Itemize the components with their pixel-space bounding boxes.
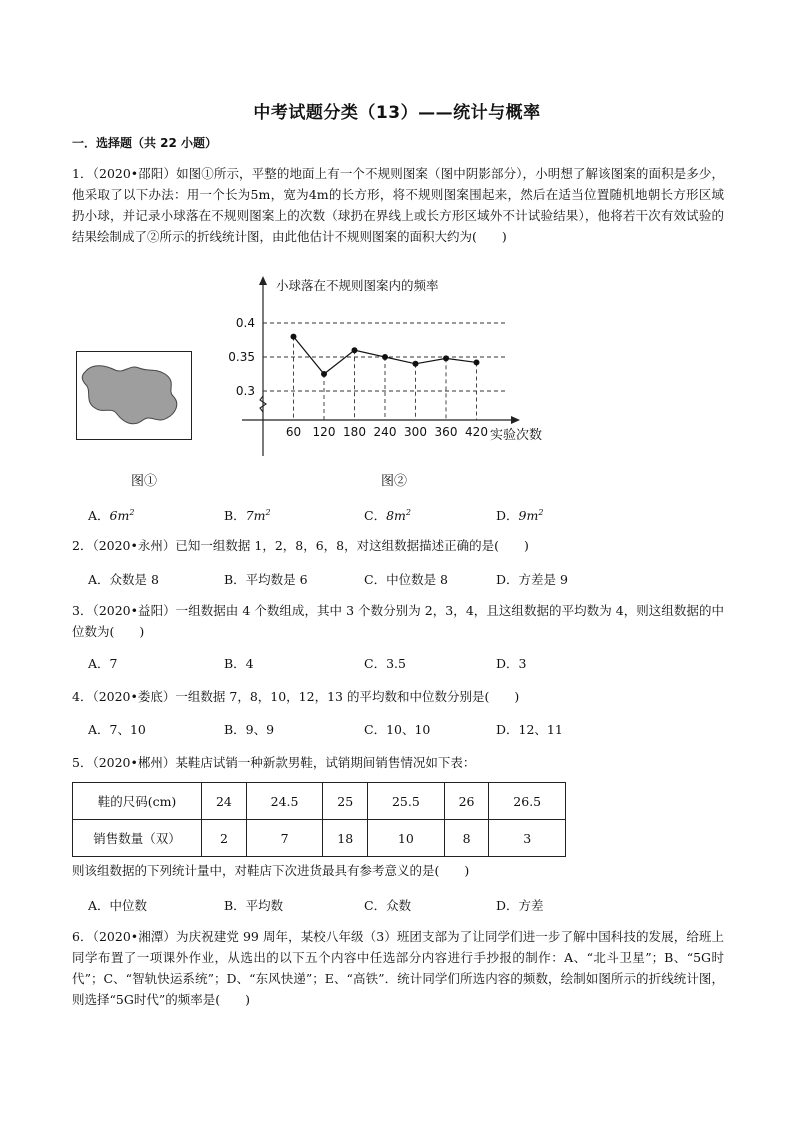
question-2-options [88,570,708,590]
q3-option-a[interactable]: A．7 [88,656,118,671]
q2-option-b[interactable]: B．平均数是 6 [224,572,308,587]
q4-option-a[interactable]: A．7、10 [88,722,146,737]
q4-option-c[interactable]: C．10、10 [364,722,431,737]
q2-option-a[interactable]: A．众数是 8 [88,572,159,587]
question-6-text: 6．（2020•湘潭）为庆祝建党 99 周年，某校八年级（3）班团支部为了让同学们进一步了解中国科技的发展，给班上同学布置了一项课外作业，从选出的以下五个内容中任选部分内容进行手抄报的制作：A、“北斗卫星”；B、“5G时代”；C、“智轨快运系统”；D、“东风快递”；E、“高铁”．统计同学们所选内容的频数，绘制如图所示的折线统计图，则选择“5G时代”的频率是( ) [72,929,724,1007]
figure-1-caption: 图① [131,474,158,489]
data-point [291,334,297,340]
frequency-line-chart [228,268,558,463]
x-tick-label: 120 [312,425,336,439]
table-cell: 25 [323,783,368,820]
question-3-text: 3．（2020•益阳）一组数据由 4 个数组成，其中 3 个数分别为 2，3，4，且这组数据的平均数为 4，则这组数据的中位数为( ) [72,603,724,639]
question-5-after-text: 则该组数据的下列统计量中，对鞋店下次进货最具有参考意义的是( ) [72,863,470,878]
shoe-sales-table [72,782,566,857]
table-cell: 18 [323,820,368,857]
data-point [443,355,449,361]
x-tick-label: 300 [404,425,427,439]
x-tick-label: 240 [373,425,397,439]
q4-option-b[interactable]: B．9、9 [224,722,275,737]
y-tick-label: 0.3 [235,384,255,398]
figure-1-irregular-shape [76,351,192,440]
q3-option-b[interactable]: B．4 [224,656,254,671]
chart-title: 小球落在不规则图案内的频率 [276,278,439,293]
q2-option-d[interactable]: D．方差是 9 [496,572,568,587]
question-1-options [88,506,708,526]
question-1-text: 1．（2020•邵阳）如图①所示，平整的地面上有一个不规则图案（图中阴影部分），小明想了解该图案的面积是多少，他采取了以下办法：用一个长为5m，宽为4m的长方形，将不规则图案围起来，然后在适当位置随机地朝长方形区域扔小球，并记录小球落在不规则图案上的次数（球扔在界线上或长方形区域外不计试验结果），他将若干次有效试验的结果绘制成了②所示的折线统计图，由此他估计不规则图案的面积大约为( ) [72,166,724,244]
y-tick-label: 0.35 [228,350,255,364]
question-5-text: 5．（2020•郴州）某鞋店试销一种新款男鞋，试销期间销售情况如下表： [72,755,476,770]
question-3-options [88,654,708,674]
table-cell: 24 [202,783,247,820]
data-point [413,361,419,367]
table-cell: 2 [202,820,247,857]
y-tick-label: 0.4 [235,316,255,330]
table-header-cell: 销售数量（双） [73,820,202,857]
table-row [73,783,566,820]
y-axis-arrow [259,276,267,285]
table-row [73,820,566,857]
q2-option-c[interactable]: C．中位数是 8 [364,572,448,587]
question-4-options [88,720,708,740]
q1-option-a[interactable]: A．$6m^2$ [88,507,135,523]
x-tick-label: 360 [434,425,458,439]
q5-option-b[interactable]: B．平均数 [224,898,284,913]
page-title: 中考试题分类（13）——统计与概率 [253,103,541,123]
table-cell: 25.5 [368,783,444,820]
data-point [382,354,388,360]
table-cell: 24.5 [246,783,322,820]
figure-2-caption: 图② [381,474,408,489]
q4-option-d[interactable]: D．12、11 [496,722,563,737]
x-tick-label: 180 [343,425,366,439]
table-cell: 7 [246,820,322,857]
q1-option-d[interactable]: D．$9m^2$ [496,507,544,523]
x-tick-label: 60 [285,425,302,439]
x-axis-arrow [511,416,520,424]
table-cell: 8 [444,820,489,857]
question-5-options [88,896,708,916]
table-header-cell: 鞋的尺码(cm) [73,783,202,820]
question-4-text: 4．（2020•娄底）一组数据 7，8，10，12，13 的平均数和中位数分别是( ) [72,689,520,704]
table-cell: 26.5 [489,783,566,820]
q3-option-c[interactable]: C．3.5 [364,656,406,671]
table-cell: 10 [368,820,444,857]
data-point [321,371,327,377]
data-point [352,347,358,353]
q1-option-b[interactable]: B．$7m^2$ [224,507,271,523]
table-cell: 26 [444,783,489,820]
q5-option-a[interactable]: A．中位数 [88,898,148,913]
q3-option-d[interactable]: D．3 [496,656,527,671]
q5-option-d[interactable]: D．方差 [496,898,544,913]
section-heading: 一．选择题（共 22 小题） [72,136,218,150]
question-2-text: 2．（2020•永州）已知一组数据 1，2，8，6，8，对这组数据描述正确的是( ) [72,538,529,553]
x-tick-label: 420 [465,425,488,439]
q5-option-c[interactable]: C．众数 [364,898,412,913]
q1-option-c[interactable]: C．$8m^2$ [364,507,411,523]
data-point [474,359,480,365]
table-cell: 3 [489,820,566,857]
x-axis-label: 实验次数 [490,428,543,443]
